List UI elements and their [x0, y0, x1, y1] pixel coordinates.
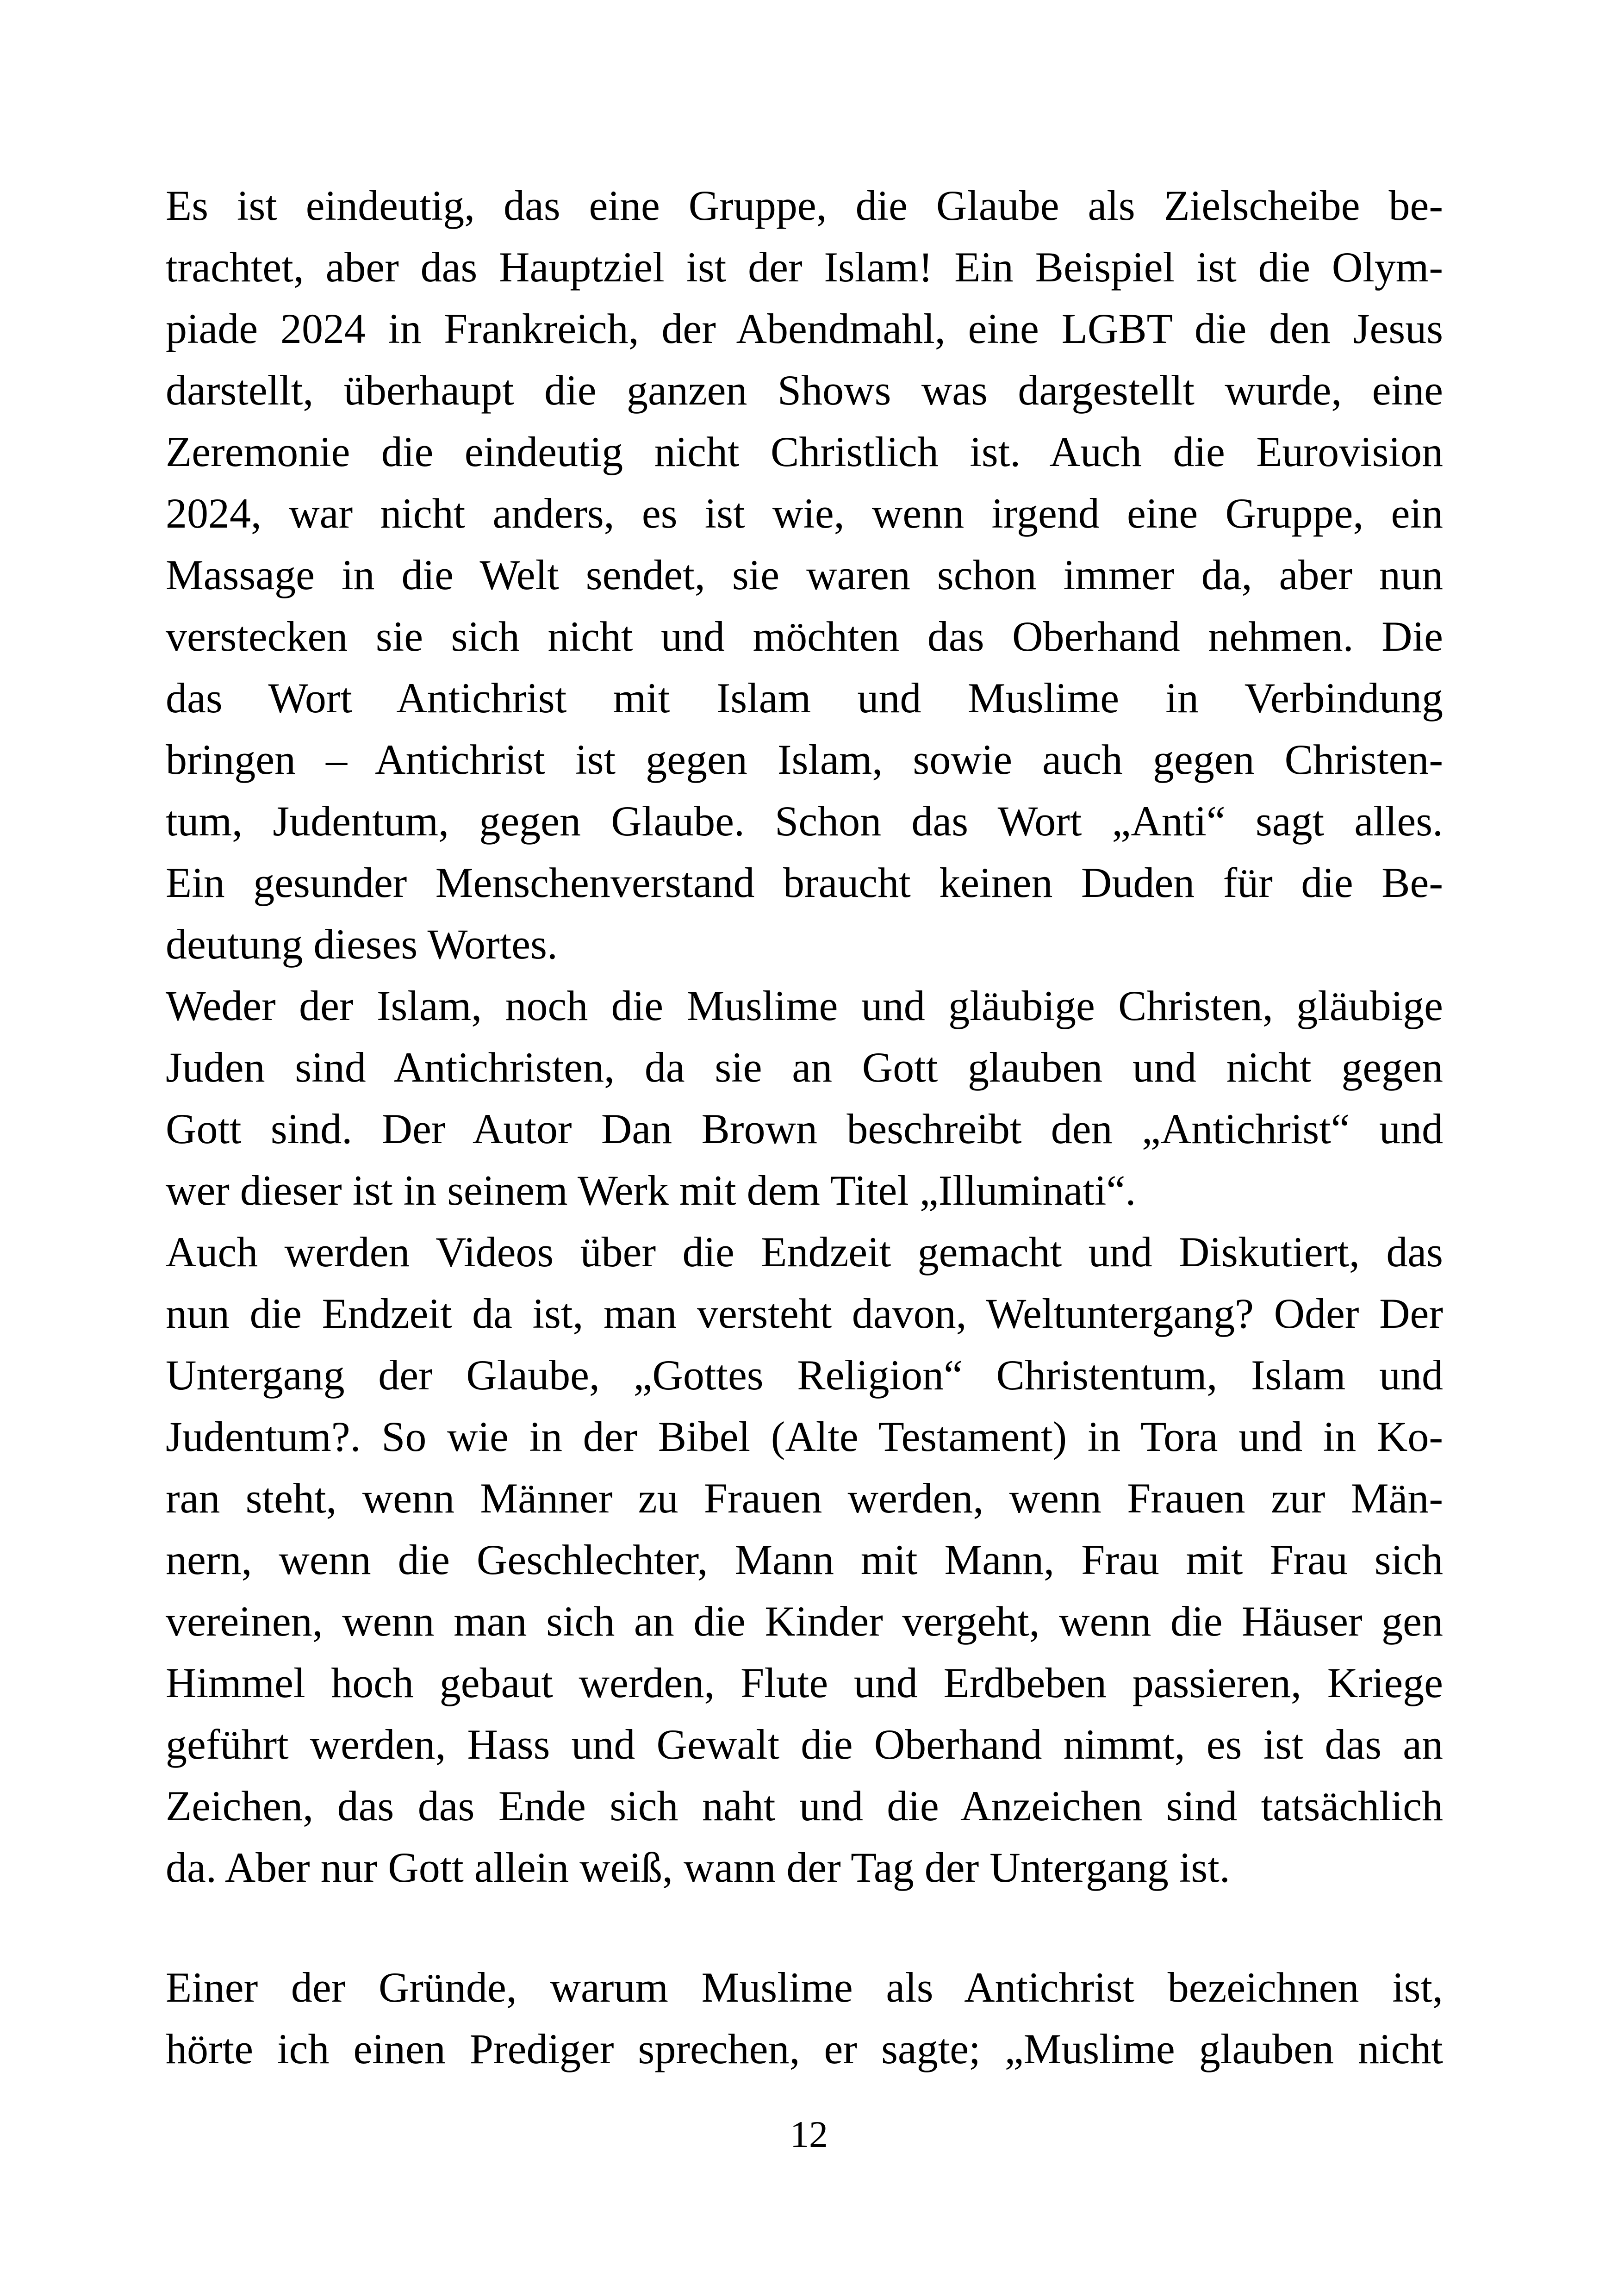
- text-line: geführt werden, Hass und Gewalt die Oberhand nimmt, es ist das an: [166, 1721, 1443, 1768]
- text-line: Untergang der Glaube, „Gottes Religion“ Christentum, Islam und: [166, 1351, 1443, 1399]
- text-line: 2024, war nicht anders, es ist wie, wenn irgend eine Gruppe, ein: [166, 490, 1443, 537]
- text-line: trachtet, aber das Hauptziel ist der Islam! Ein Beispiel ist die Olym-: [166, 243, 1443, 291]
- page-number: 12: [790, 2113, 828, 2155]
- text-line: nern, wenn die Geschlechter, Mann mit Mann, Frau mit Frau sich: [166, 1536, 1443, 1583]
- text-line: piade 2024 in Frankreich, der Abendmahl, eine LGBT die den Jesus: [166, 305, 1443, 352]
- text-line: verstecken sie sich nicht und möchten das Oberhand nehmen. Die: [166, 613, 1443, 660]
- text-line: da. Aber nur Gott allein weiß, wann der Tag der Untergang ist.: [166, 1844, 1230, 1891]
- text-line: Auch werden Videos über die Endzeit gemacht und Diskutiert, das: [166, 1228, 1443, 1276]
- text-line: Einer der Gründe, warum Muslime als Antichrist bezeichnen ist,: [166, 1964, 1443, 2011]
- text-line: das Wort Antichrist mit Islam und Muslime in Verbindung: [166, 674, 1443, 722]
- text-line: Himmel hoch gebaut werden, Flute und Erdbeben passieren, Kriege: [166, 1659, 1443, 1706]
- text-line: Judentum?. So wie in der Bibel (Alte Testament) in Tora und in Ko-: [166, 1413, 1443, 1460]
- text-line: deutung dieses Wortes.: [166, 921, 558, 968]
- text-line: Zeremonie die eindeutig nicht Christlich ist. Auch die Eurovision: [166, 428, 1443, 475]
- text-line: wer dieser ist in seinem Werk mit dem Titel „Illuminati“.: [166, 1167, 1136, 1214]
- text-line: Ein gesunder Menschenverstand braucht keinen Duden für die Be-: [166, 859, 1443, 906]
- text-line: hörte ich einen Prediger sprechen, er sagte; „Muslime glauben nicht: [166, 2025, 1443, 2072]
- text-line: Massage in die Welt sendet, sie waren schon immer da, aber nun: [166, 551, 1443, 598]
- paragraph-4: [166, 1957, 1443, 2080]
- text-line: bringen – Antichrist ist gegen Islam, sowie auch gegen Christen-: [166, 736, 1443, 783]
- text-line: nun die Endzeit da ist, man versteht davon, Weltuntergang? Oder Der: [166, 1290, 1443, 1337]
- text-line: Gott sind. Der Autor Dan Brown beschreibt den „Antichrist“ und: [166, 1105, 1443, 1152]
- text-line: ran steht, wenn Männer zu Frauen werden, wenn Frauen zur Män-: [166, 1475, 1443, 1522]
- text-line: Es ist eindeutig, das eine Gruppe, die Glaube als Zielscheibe be-: [166, 182, 1443, 229]
- text-line: Zeichen, das das Ende sich naht und die Anzeichen sind tatsächlich: [166, 1782, 1443, 1829]
- text-line: darstellt, überhaupt die ganzen Shows was dargestellt wurde, eine: [166, 367, 1443, 414]
- text-line: tum, Judentum, gegen Glaube. Schon das Wort „Anti“ sagt alles.: [166, 797, 1443, 845]
- text-line: vereinen, wenn man sich an die Kinder vergeht, wenn die Häuser gen: [166, 1598, 1443, 1645]
- paragraph-1: [166, 175, 1443, 1898]
- text-line: Juden sind Antichristen, da sie an Gott glauben und nicht gegen: [166, 1044, 1443, 1091]
- text-line: Weder der Islam, noch die Muslime und gläubige Christen, gläubige: [166, 982, 1443, 1029]
